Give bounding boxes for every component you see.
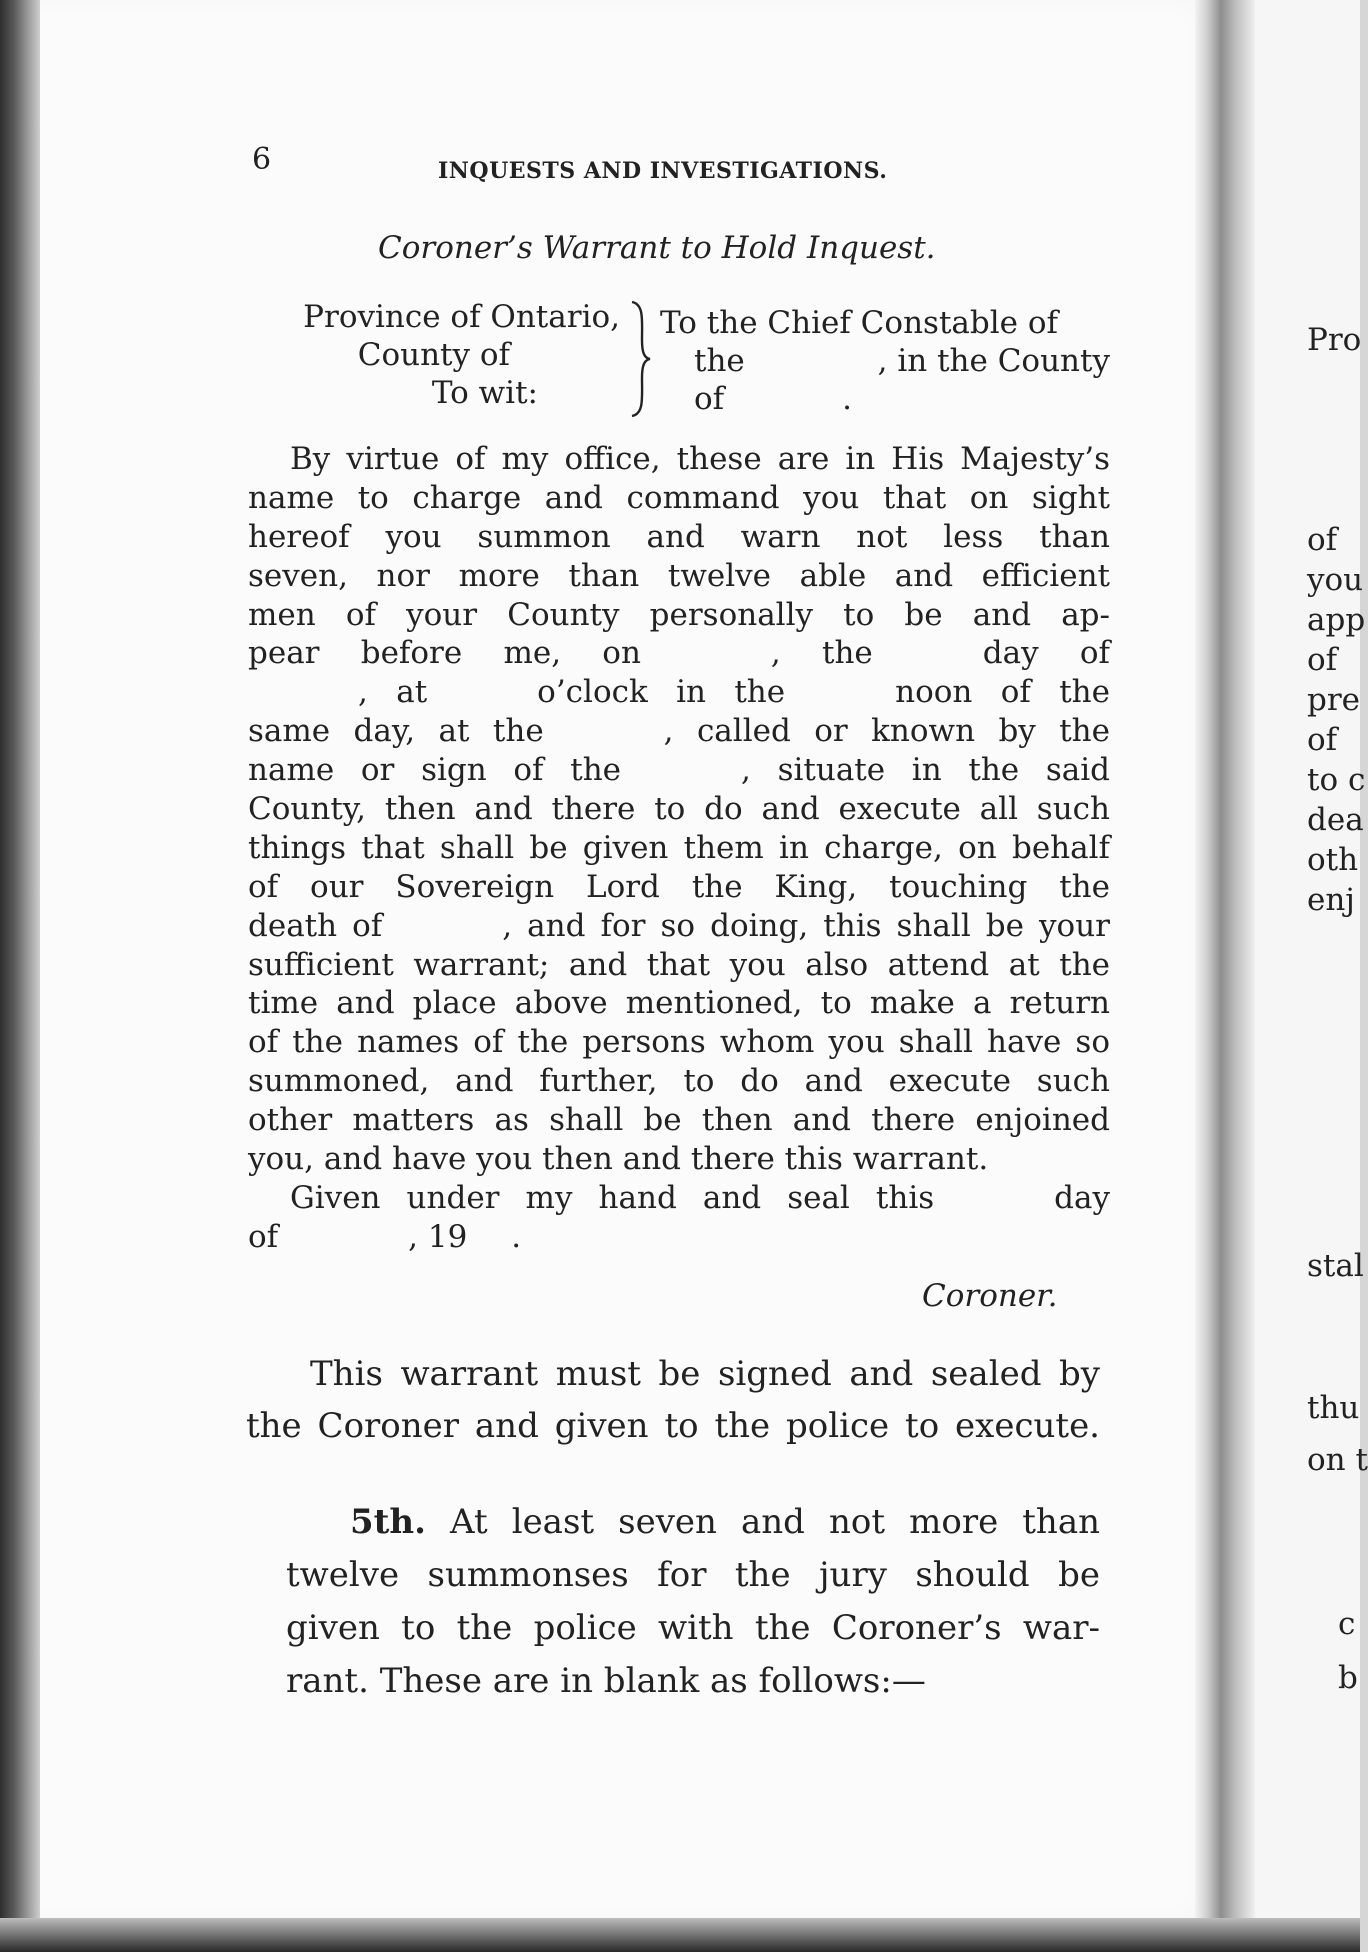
warrant-body (248, 440, 1110, 1257)
facing-fragment: enj (1307, 882, 1355, 918)
brace-icon (628, 300, 654, 418)
body-line: hereof you summon and warn not less than (248, 518, 1110, 555)
facing-fragment: on t (1307, 1442, 1368, 1478)
body-line: Given under my hand and seal this day (290, 1179, 1110, 1216)
facing-fragment: app (1307, 602, 1366, 638)
venue-province: Province of Ontario, (303, 299, 620, 335)
body-line: things that shall be given them in charge, on behalf (248, 829, 1110, 866)
body-line: County, then and there to do and execute all such (248, 791, 1110, 828)
body-line: of , 19 . (248, 1218, 522, 1255)
book-left-edge (0, 0, 40, 1952)
body-line: same day, at the , called or known by the (248, 713, 1110, 750)
facing-fragment: to c (1307, 762, 1366, 798)
body-line: time and place above mentioned, to make a return (248, 985, 1110, 1022)
body-line: death of , and for so doing, this shall be your (248, 907, 1110, 944)
venue-of: of (694, 381, 725, 417)
body-line: pear before me, on , the day of (248, 635, 1110, 672)
form-title: Coroner’s Warrant to Hold Inquest. (378, 230, 936, 266)
body-line: seven, nor more than twelve able and efficient (248, 557, 1110, 594)
book-bottom-edge (0, 1918, 1360, 1952)
facing-fragment: of (1307, 642, 1338, 678)
venue-addressee: To the Chief Constable of (660, 305, 1058, 341)
venue-left (250, 298, 620, 412)
facing-fragment: oth (1307, 842, 1359, 878)
body-line: name to charge and command you that on sight (248, 479, 1110, 516)
body-line: you, and have you then and there this warrant. (248, 1141, 989, 1178)
facing-fragment: dea (1307, 802, 1364, 838)
facing-fragment: c (1338, 1606, 1356, 1642)
body-line: of our Sovereign Lord the King, touching the (248, 868, 1110, 905)
venue-to-wit: To wit: (431, 375, 538, 411)
body-line: , at o’clock in the noon of the (358, 674, 1110, 711)
signature-label: Coroner. (922, 1278, 1058, 1314)
facing-fragment: you (1307, 562, 1364, 598)
execution-note (246, 1348, 1100, 1452)
page-number: 6 (252, 142, 272, 177)
note-line: the Coroner and given to the police to execute. (246, 1406, 1100, 1446)
rule-line: 5th. At least seven and not more than (350, 1502, 1100, 1542)
body-line: men of your County personally to be and ap- (248, 596, 1110, 633)
rule-number: 5th. (350, 1502, 426, 1542)
rule-line: twelve summonses for the jury should be (286, 1555, 1100, 1595)
body-line: summoned, and further, to do and execute such (248, 1063, 1110, 1100)
facing-fragment: of (1307, 722, 1338, 758)
facing-fragment: thu (1307, 1390, 1360, 1426)
venue-the: the (694, 343, 745, 379)
facing-fragment: of (1307, 522, 1338, 558)
venue-county: County of (357, 337, 510, 373)
book-gutter (1195, 0, 1255, 1952)
body-line: By virtue of my office, these are in His Majesty’s (290, 441, 1110, 477)
body-line: other matters as shall be then and there enjoined (248, 1102, 1110, 1139)
venue-in-county: , in the County (877, 343, 1110, 379)
body-line: of the names of the persons whom you shall have so (248, 1024, 1110, 1061)
facing-fragment: stal (1307, 1248, 1364, 1284)
rule-line: given to the police with the Coroner’s war- (286, 1608, 1100, 1648)
body-line: sufficient warrant; and that you also attend at the (248, 946, 1110, 983)
facing-fragment: pre (1307, 682, 1361, 718)
rule-5 (286, 1496, 1100, 1708)
facing-fragment: b (1338, 1660, 1358, 1696)
rule-line: rant. These are in blank as follows:— (286, 1661, 926, 1701)
venue-period: . (842, 381, 852, 417)
body-line: name or sign of the , situate in the said (248, 752, 1110, 789)
note-line: This warrant must be signed and sealed by (310, 1354, 1100, 1394)
running-head: INQUESTS AND INVESTIGATIONS. (438, 158, 888, 184)
facing-fragment: Pro (1307, 322, 1362, 358)
venue-right (660, 304, 1110, 418)
